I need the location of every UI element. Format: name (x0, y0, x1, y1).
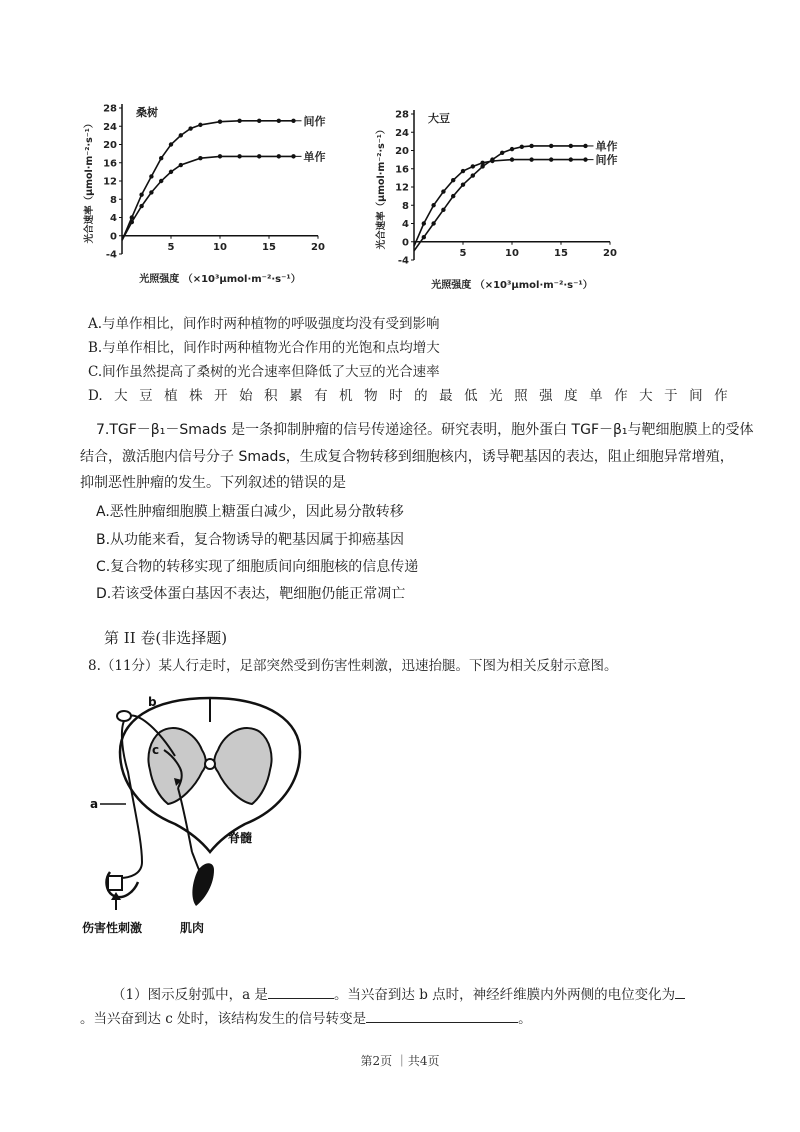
data-point (149, 190, 153, 194)
q6-option-d (88, 386, 728, 406)
series-line-0 (122, 121, 294, 241)
x-axis-label: 光照强度 （×10³μmol·m⁻²·s⁻¹） (139, 274, 301, 285)
data-point (277, 154, 281, 158)
data-point (441, 189, 445, 193)
data-point (257, 154, 261, 158)
data-point (583, 144, 587, 148)
data-point (198, 156, 202, 160)
q6-option-d-char: 于 (664, 388, 678, 404)
y-tick-label: -4 (397, 255, 409, 267)
q8-blank-b[interactable] (675, 984, 685, 999)
y-tick-label: 4 (110, 213, 117, 224)
series-label: 间作 (595, 153, 618, 167)
chart-title: 大豆 (428, 112, 450, 125)
q6-option-d-char: 最 (439, 388, 453, 404)
y-axis-label: 光合速率（μmol·m⁻²·s⁻¹） (376, 124, 387, 250)
q6-option-d-char: 大 (114, 388, 128, 404)
data-point (549, 157, 553, 161)
q8-stem: 8.（11分）某人行走时，足部突然受到伤害性刺激，迅速抬腿。下图为相关反射示意图。 (88, 658, 618, 674)
section-title: 第 II 卷(非选择题) (104, 629, 228, 647)
q6-option-d-char: 光 (489, 388, 503, 404)
q6-option-d-char: 机 (339, 388, 353, 404)
q6-option-d-char: 开 (214, 388, 228, 404)
ganglion (117, 711, 131, 721)
label-muscle: 肌肉 (180, 921, 205, 935)
data-point (179, 163, 183, 167)
label-spinal-cord: 脊髓 (228, 831, 253, 845)
q6-option-d-char: 植 (164, 388, 178, 404)
q6-option-d-char: 豆 (139, 388, 153, 404)
q6-option-a: A.与单作相比，间作时两种植物的呼吸强度均没有受到影响 (88, 316, 440, 332)
q6-option-d-char: 累 (289, 388, 303, 404)
x-axis-label: 光照强度 （×10³μmol·m⁻²·s⁻¹） (431, 280, 593, 291)
data-point (277, 119, 281, 123)
q6-option-c: C.间作虽然提高了桑树的光合速率但降低了大豆的光合速率 (88, 364, 440, 380)
y-tick-label: 12 (103, 176, 117, 188)
data-point (451, 178, 455, 182)
data-point (159, 179, 163, 183)
data-point (291, 154, 295, 158)
data-point (169, 170, 173, 174)
data-point (569, 157, 573, 161)
q8-sub1-part2: 。当兴奋到达 b 点时，神经纤维膜内外两侧的电位变化为 (333, 987, 676, 1003)
reflex-arc-svg (80, 692, 320, 942)
q6-option-d-text (88, 386, 728, 406)
page-footer: 第2页 ｜共4页 (360, 1054, 440, 1068)
chart-title: 桑树 (136, 106, 158, 119)
y-tick-label: 20 (395, 146, 409, 157)
data-point (461, 169, 465, 173)
q7-option-d: D.若该受体蛋白基因不表达，靶细胞仍能正常凋亡 (96, 586, 406, 602)
q6-option-d-char: 的 (414, 388, 428, 404)
reflex-arc-diagram (80, 692, 320, 946)
data-point (198, 123, 202, 127)
q6-option-d-char: D. (88, 388, 103, 404)
y-tick-label: 24 (395, 127, 409, 139)
x-tick-label: 20 (311, 241, 325, 253)
q6-option-d-char: 强 (539, 388, 553, 404)
y-tick-label: 24 (103, 121, 117, 133)
chart-soybean-svg (370, 104, 650, 291)
q8-sub1-part4: 。 (518, 1011, 532, 1027)
data-point (583, 157, 587, 161)
data-point (149, 174, 153, 178)
y-tick-label: -4 (105, 249, 117, 261)
y-tick-label: 8 (110, 194, 117, 206)
q6-option-d-char: 度 (564, 388, 578, 404)
x-tick-label: 10 (505, 247, 519, 259)
data-point (139, 204, 143, 208)
data-point (422, 235, 426, 239)
q8-sub1-line-1 (112, 984, 685, 1005)
chart-soybean (370, 104, 650, 291)
q7-option-c: C.复合物的转移实现了细胞质间向细胞核的信息传递 (96, 559, 419, 575)
y-tick-label: 0 (110, 231, 117, 243)
data-point (461, 183, 465, 187)
y-tick-label: 4 (402, 219, 409, 230)
data-point (490, 159, 494, 163)
x-tick-label: 20 (603, 247, 617, 259)
q6-option-d-char: 间 (689, 388, 703, 404)
y-tick-label: 0 (402, 237, 409, 249)
y-tick-label: 8 (402, 200, 409, 212)
data-point (520, 145, 524, 149)
q6-option-d-char: 作 (614, 388, 628, 404)
data-point (529, 144, 533, 148)
q7-option-b: B.从功能来看，复合物诱导的靶基因属于抑癌基因 (96, 532, 405, 548)
x-tick-label: 5 (167, 241, 175, 253)
data-point (480, 161, 484, 165)
x-tick-label: 5 (459, 247, 467, 259)
data-point (471, 164, 475, 168)
data-point (257, 119, 261, 123)
series-line-1 (414, 160, 586, 247)
q6-option-d-char: 照 (514, 388, 528, 404)
q6-option-d-char: 时 (389, 388, 403, 404)
q6-option-d-char: 积 (264, 388, 278, 404)
q6-option-d-char: 物 (364, 388, 378, 404)
q8-sub1-line-2 (80, 1008, 532, 1029)
data-point (130, 220, 134, 224)
y-tick-label: 16 (395, 164, 409, 176)
q6-option-d-char: 低 (464, 388, 478, 404)
q7-stem-line-3: 抑制恶性肿瘤的发生。下列叙述的错误的是 (80, 475, 346, 491)
q6-option-d-char: 大 (639, 388, 653, 404)
x-tick-label: 15 (554, 247, 568, 259)
chart-mulberry (78, 98, 358, 287)
data-point (549, 144, 553, 148)
q6-option-d-char: 作 (714, 388, 728, 404)
data-point (529, 157, 533, 161)
data-point (510, 147, 514, 151)
data-point (422, 221, 426, 225)
q6-option-d-char: 株 (189, 388, 203, 404)
x-tick-label: 15 (262, 241, 276, 253)
y-axis-label: 光合速率（μmol·m⁻²·s⁻¹） (84, 118, 95, 244)
data-point (291, 119, 295, 123)
data-point (510, 157, 514, 161)
q8-blank-a[interactable] (268, 984, 334, 999)
data-point (441, 208, 445, 212)
label-a: a (90, 797, 99, 811)
series-line-0 (414, 146, 586, 251)
data-point (500, 151, 504, 155)
q7-stem-line-2: 结合，激活胞内信号分子 Smads，生成复合物转移到细胞核内，诱导靶基因的表达，阻止细胞异常增殖， (80, 449, 734, 465)
data-point (218, 119, 222, 123)
q7-stem-line-1: 7.TGF－β₁－Smads 是一条抑制肿瘤的信号传递途径。研究表明，胞外蛋白 TGF－β₁与靶细胞膜上的受体 (96, 422, 754, 438)
y-tick-label: 16 (103, 158, 117, 170)
q6-option-b: B.与单作相比，间作时两种植物光合作用的光饱和点均增大 (88, 340, 440, 356)
y-tick-label: 28 (103, 103, 117, 115)
q6-option-d-char: 有 (314, 388, 328, 404)
data-point (237, 119, 241, 123)
q8-blank-c[interactable] (366, 1008, 518, 1023)
q7-option-a: A.恶性肿瘤细胞膜上糖蛋白减少，因此易分散转移 (96, 504, 404, 520)
data-point (139, 192, 143, 196)
data-point (218, 154, 222, 158)
chart-mulberry-svg (78, 98, 358, 283)
data-point (431, 221, 435, 225)
label-c: c (152, 743, 160, 757)
series-label: 单作 (303, 150, 326, 164)
label-b: b (148, 695, 157, 709)
x-tick-label: 10 (213, 241, 227, 253)
series-label: 间作 (303, 114, 326, 128)
q8-sub1-part3: 。当兴奋到达 c 处时，该结构发生的信号转变是 (80, 1011, 367, 1027)
central-canal (205, 759, 215, 769)
series-label: 单作 (595, 139, 618, 153)
data-point (569, 144, 573, 148)
q6-option-d-char: 单 (589, 388, 603, 404)
data-point (431, 203, 435, 207)
data-point (169, 142, 173, 146)
q8-sub1-part1: （1）图示反射弧中，a 是 (112, 987, 268, 1003)
data-point (159, 156, 163, 160)
y-tick-label: 12 (395, 182, 409, 194)
series-line-1 (122, 156, 294, 240)
data-point (451, 194, 455, 198)
data-point (179, 133, 183, 137)
label-stimulus: 伤害性刺激 (82, 921, 143, 935)
y-tick-label: 20 (103, 140, 117, 151)
q6-option-d-char: 始 (239, 388, 253, 404)
y-tick-label: 28 (395, 109, 409, 121)
data-point (471, 173, 475, 177)
data-point (188, 126, 192, 130)
data-point (237, 154, 241, 158)
muscle-shape (192, 863, 214, 906)
